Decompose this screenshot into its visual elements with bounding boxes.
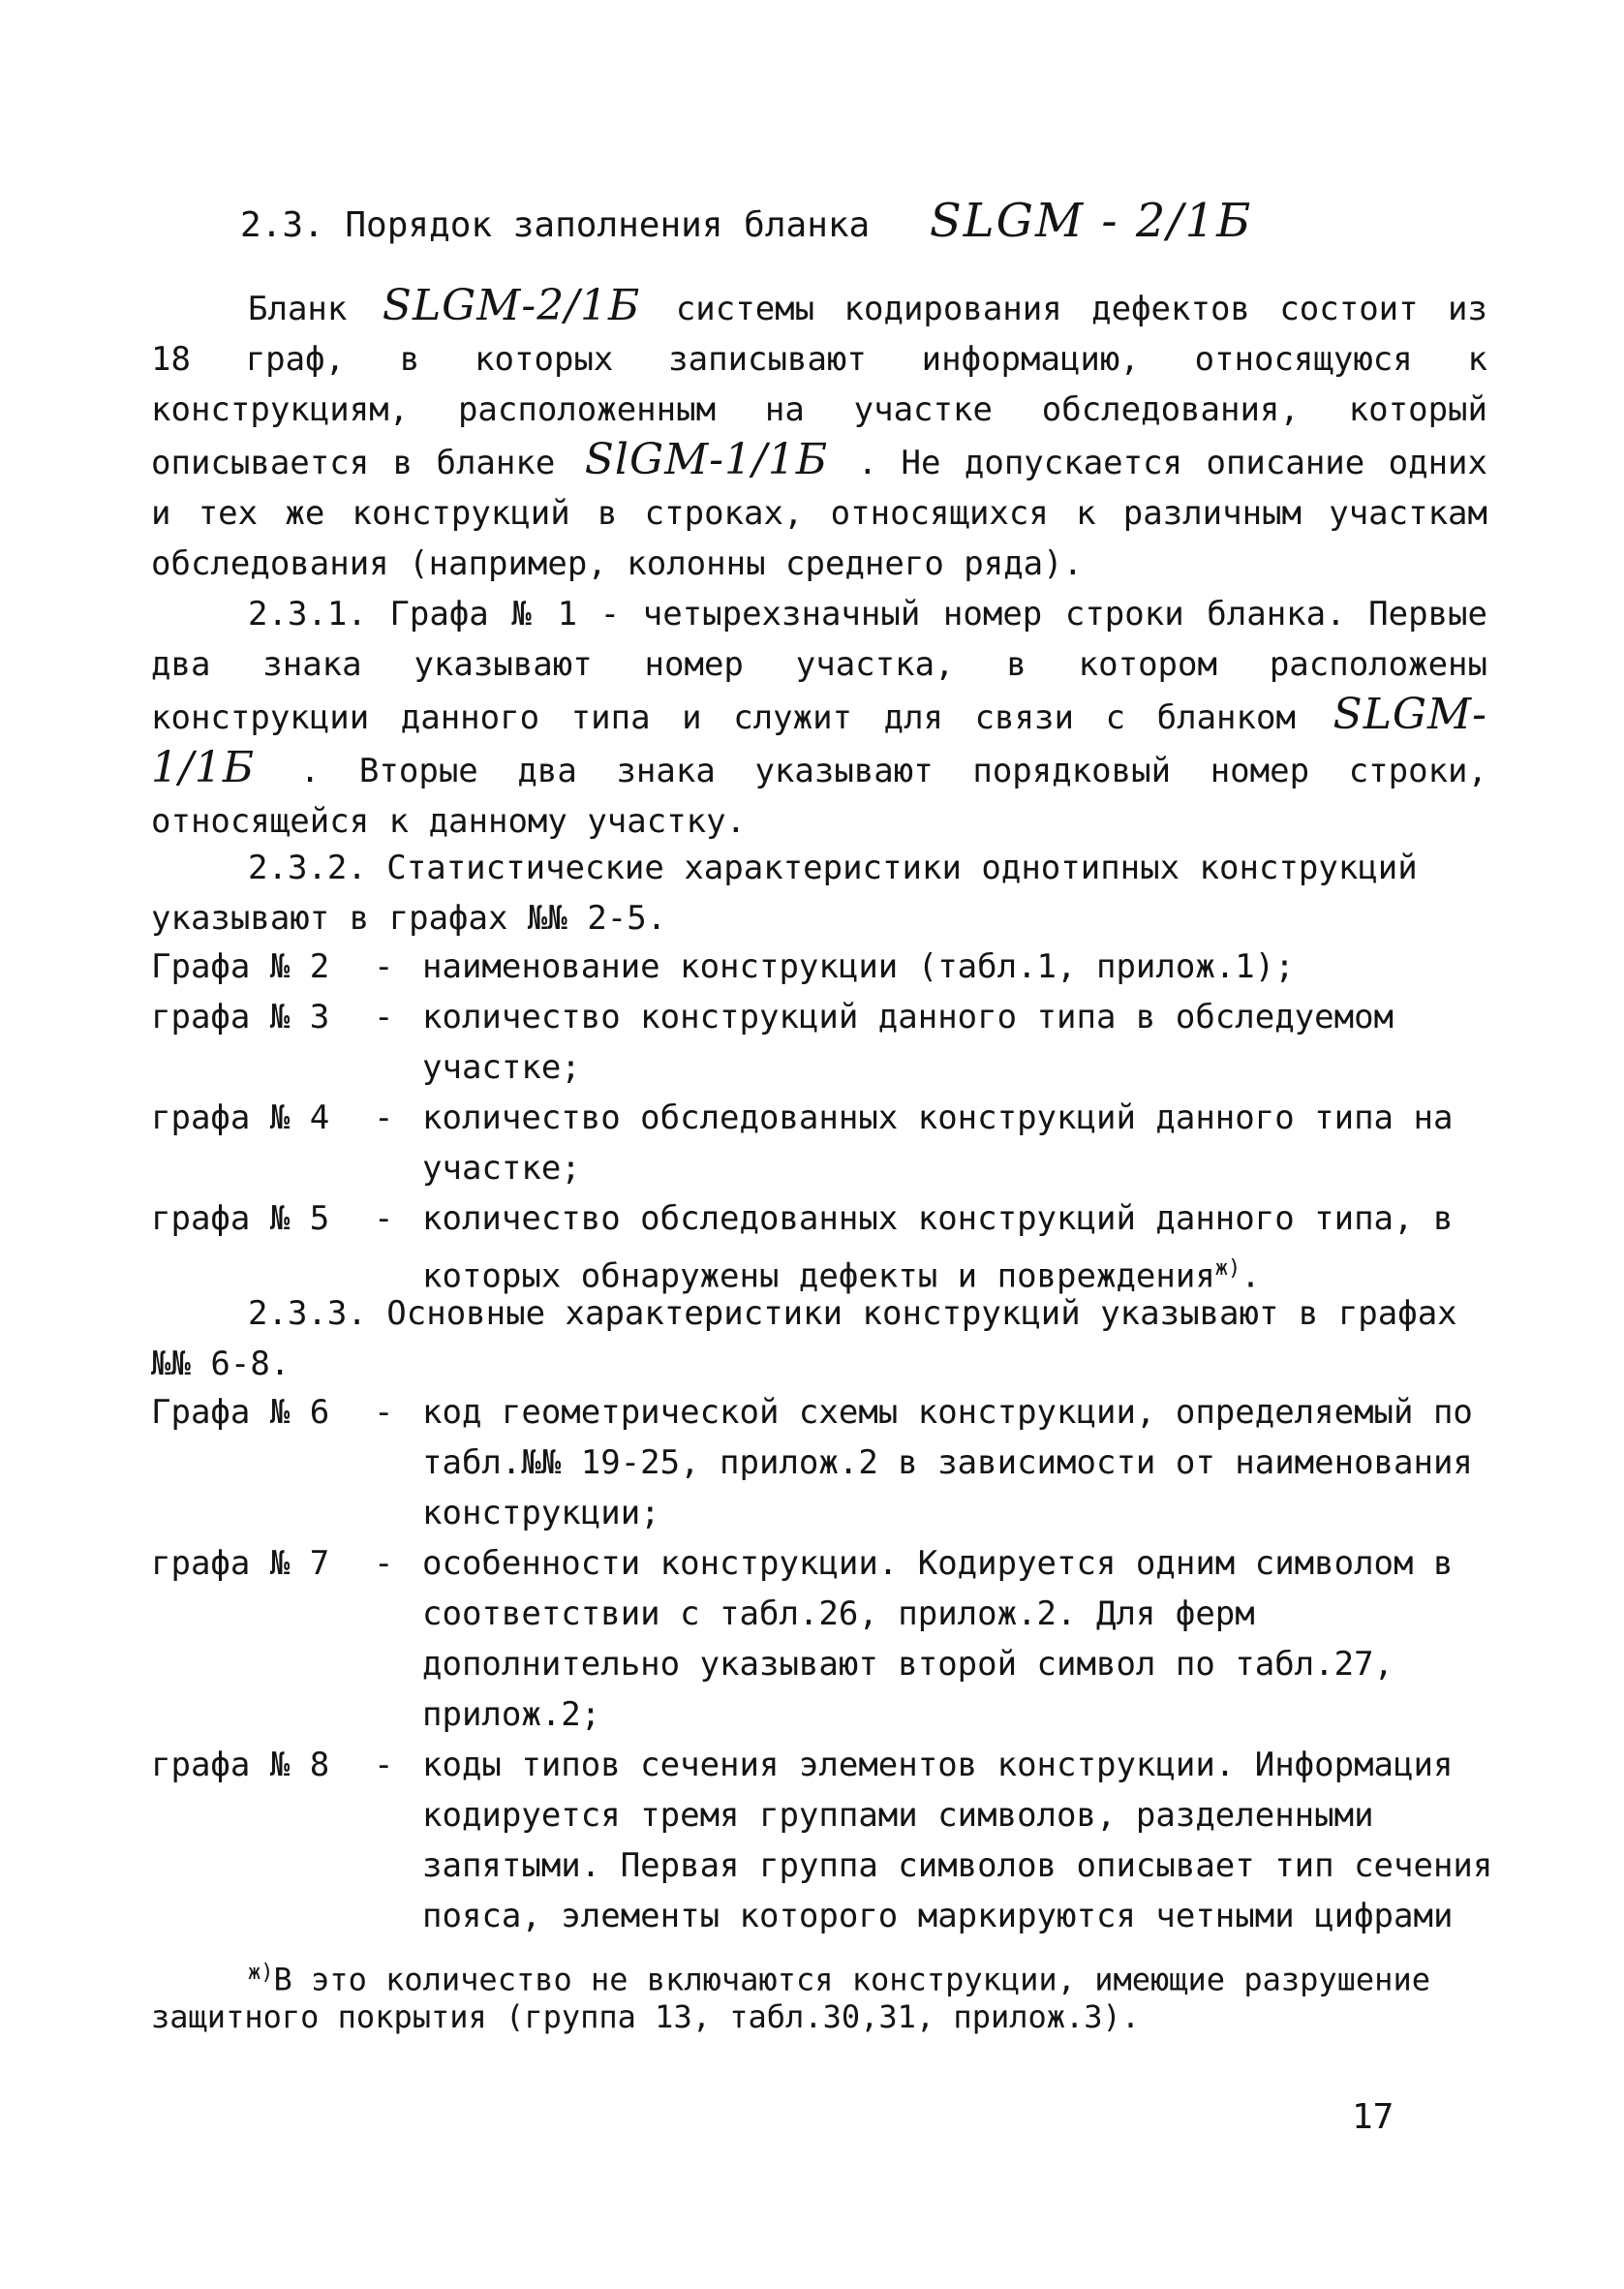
dash: -	[374, 1746, 394, 1784]
p232-text: 2.3.2. Статистические характеристики однотипных конструкций указывают в графах №№ 2-5.	[151, 849, 1418, 938]
column-label: графа № 7	[151, 1544, 330, 1583]
paragraph-2-3-3	[151, 1288, 1487, 1389]
column-label: графа № 5	[151, 1199, 330, 1238]
page-number: 17	[1352, 2097, 1394, 2137]
column-label: графа № 8	[151, 1746, 330, 1784]
dash: -	[374, 998, 394, 1036]
dash: -	[374, 1544, 394, 1583]
column-description	[422, 1193, 1507, 1301]
paragraph-2-3-2	[151, 843, 1487, 943]
section-title-text: 2.3. Порядок заполнения бланка	[240, 205, 871, 245]
p231-before: 2.3.1. Графа № 1 - четырехзначный номер строки бланка. Первые два знака указывают номер участка, в котором расположены конструкции данного типа и служит для связи с бланком	[151, 595, 1487, 737]
column-label: графа № 3	[151, 998, 330, 1036]
column-label: Графа № 2	[151, 947, 330, 986]
dash: -	[374, 1199, 394, 1238]
paragraph-2-3-1	[151, 589, 1487, 847]
sentence-end: .	[1241, 1256, 1261, 1296]
footnote-text: В это количество не включаются конструкции, имеющие разрушение защитного покрытия (группа 13, табл.30,31, прилож.3).	[151, 1961, 1430, 2035]
intro-after: . Не допускается описание одних и тех же конструкций в строках, относящихся к различным участкам обследования (например, колонны среднего ряда).	[151, 444, 1487, 583]
form-code-handwritten: SlGM-1/1Б	[584, 435, 829, 484]
column-description: коды типов сечения элементов конструкции. Информация кодируется тремя группами символов, разделенными запятыми. Первая группа символов описывает тип сечения пояса, элементы которого маркируются четными цифрами	[422, 1746, 1493, 1935]
footnote-reference: ж)	[1214, 1256, 1241, 1281]
footnote	[151, 1955, 1487, 2035]
intro-paragraph	[151, 281, 1487, 589]
column-definition	[151, 942, 1507, 992]
column-description: особенности конструкции. Кодируется одним символом в соответствии с табл.26, прилож.2. Для ферм дополнительно указывают второй символ по табл.27, прилож.2;	[422, 1544, 1454, 1734]
column-definition	[151, 1193, 1507, 1301]
form-code-handwritten: SLGM-1/1Б	[151, 690, 1487, 792]
column-description: код геометрической схемы конструкции, определяемый по табл.№№ 19-25, прилож.2 в зависимости от наименования конструкции;	[422, 1393, 1473, 1532]
section-title	[240, 194, 1252, 248]
p233-text: 2.3.3. Основные характеристики конструкций указывают в графах №№ 6-8.	[151, 1294, 1457, 1383]
form-code-handwritten: SLGM-2/1Б	[382, 281, 641, 330]
column-label: Графа № 6	[151, 1393, 330, 1432]
dash: -	[374, 1393, 394, 1432]
intro-middle: системы кодирования дефектов состоит из 18 граф, в которых записывают информацию, относящуюся к конструкциям, расположенным на участке обследования, который описывается в бланке	[151, 290, 1487, 482]
column-description: количество обследованных конструкций данного типа на участке;	[422, 1098, 1454, 1188]
column-description-text: количество обследованных конструкций данного типа, в которых обнаружены дефекты и повреждения	[422, 1199, 1454, 1296]
footnote-mark: ж)	[248, 1961, 274, 1985]
form-code-handwritten: SLGM - 2/1Б	[929, 194, 1253, 248]
column-label: графа № 4	[151, 1098, 330, 1137]
column-definitions-2-5	[151, 942, 1507, 1301]
column-definition	[151, 1740, 1507, 1941]
intro-before: Бланк	[248, 290, 348, 328]
column-definition	[151, 1093, 1507, 1193]
p231-after: . Вторые два знака указывают порядковый номер строки, относящейся к данному участку.	[151, 752, 1487, 841]
column-definitions-6-8	[151, 1387, 1507, 1941]
column-description: количество конструкций данного типа в обследуемом участке;	[422, 998, 1394, 1087]
dash: -	[374, 947, 394, 986]
dash: -	[374, 1098, 394, 1137]
column-definition	[151, 1538, 1507, 1740]
column-definition	[151, 1387, 1507, 1538]
column-definition	[151, 992, 1507, 1093]
column-description: наименование конструкции (табл.1, прилож.1);	[422, 947, 1295, 986]
